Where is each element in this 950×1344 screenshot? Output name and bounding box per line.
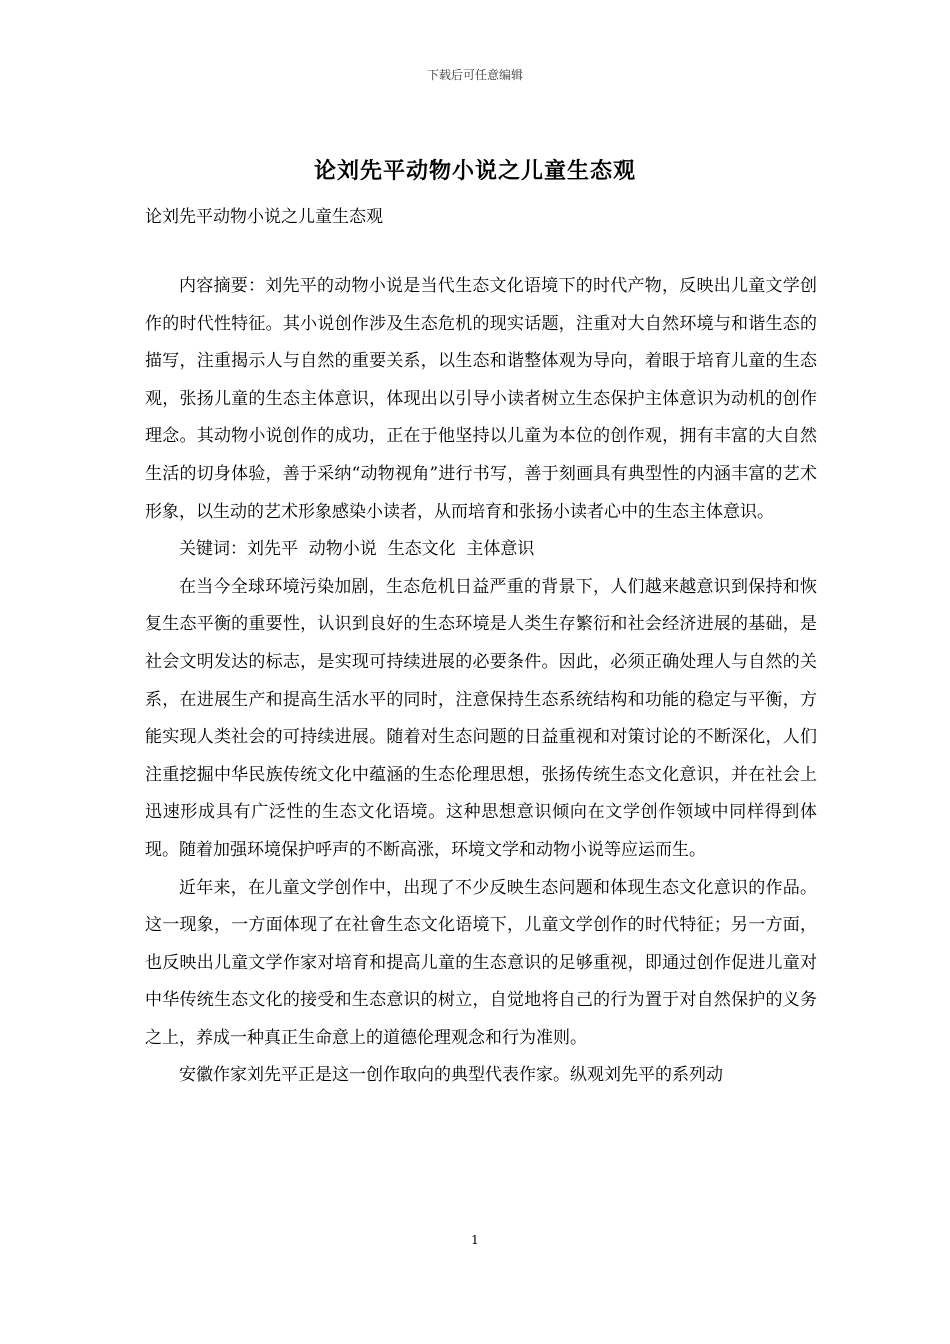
body-paragraph-3: 安徽作家刘先平正是这一创作取向的典型代表作家。纵观刘先平的系列动	[179, 1065, 723, 1086]
header-note: 下载后可任意编辑	[426, 68, 523, 82]
body-paragraph-1: 在当今全球环境污染加剧，生态危机日益严重的背景下，人们越来越意识到保持和恢复生态平衡的重要性，认识到良好的生态环境是人类生存繁衍和社会经济进展的基础，是社会文明发达的标志，是实现可持续进展的必要条件。因此，必须正确处理人与自然的关系，在进展生产和提高生活水平的同时，注意保持生态系统结构和功能的稳定与平衡，方能实现人类社会的可持续进展。随着对生态问题的日益重视和对策讨论的不断深化，人们注重挖掘中华民族传统文化中蕴涵的生态伦理思想，张扬传统生态文化意识，并在社会上迅速形成具有广泛性的生态文化语境。这种思想意识倾向在文学创作领域中同样得到体现。随着加强环境保护呼声的不断高涨，环境文学和动物小说等应运而生。	[145, 576, 817, 860]
keywords-paragraph: 关键词：刘先平 动物小说 生态文化 主体意识	[179, 539, 535, 560]
document-subtitle: 论刘先平动物小说之儿童生态观	[145, 207, 383, 227]
abstract-paragraph: 内容摘要：刘先平的动物小说是当代生态文化语境下的时代产物，反映出儿童文学创作的时代性特征。其小说创作涉及生态危机的现实话题，注重对大自然环境与和谐生态的描写，注重揭示人与自然的重要关系，以生态和谐整体观为导向，着眼于培育儿童的生态观，张扬儿童的生态主体意识，体现出以引导小读者树立生态保护主体意识为动机的创作理念。其动物小说创作的成功，正在于他坚持以儿童为本位的创作观，拥有丰富的大自然生活的切身体验，善于采纳“动物视角”进行书写，善于刻画具有典型性的内涵丰富的艺术形象，以生动的艺术形象感染小读者，从而培育和张扬小读者心中的生态主体意识。	[145, 276, 817, 522]
page-number: 1	[471, 1233, 479, 1247]
document-title: 论刘先平动物小说之儿童生态观	[313, 158, 636, 184]
body-text	[145, 268, 817, 1095]
body-paragraph-2: 近年来，在儿童文学创作中，出现了不少反映生态问题和体现生态文化意识的作品。这一现象，一方面体现了在社會生态文化语境下，儿童文学创作的时代特征；另一方面，也反映出儿童文学作家对培育和提高儿童的生态意识的足够重视，即通过创作促进儿童对中华传统生态文化的接受和生态意识的树立，自觉地将自己的行为置于对自然保护的义务之上，养成一种真正生命意上的道德伦理观念和行为准则。	[145, 877, 817, 1048]
